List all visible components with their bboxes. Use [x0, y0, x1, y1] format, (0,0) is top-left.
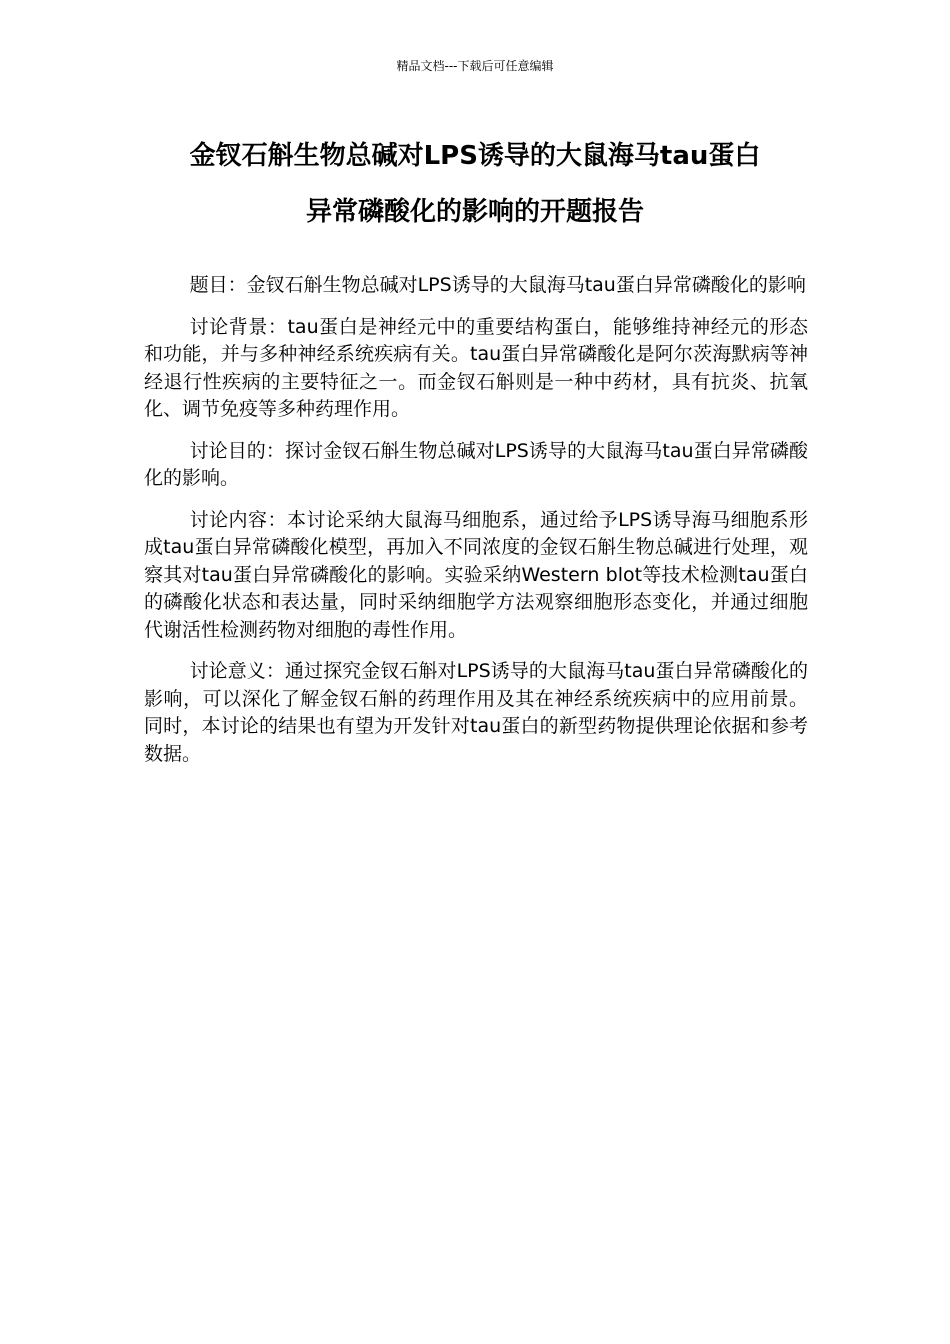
title-line-2: 异常磷酸化的影响的开题报告: [305, 197, 644, 227]
paragraph-topic: 题目：金钗石斛生物总碱对LPS诱导的大鼠海马tau蛋白异常磷酸化的影响: [189, 274, 806, 296]
paragraph-purpose: 讨论目的：探讨金钗石斛生物总碱对LPS诱导的大鼠海马tau蛋白异常磷酸化的影响。: [144, 439, 808, 489]
header-note: 精品文档---下载后可任意编辑: [396, 59, 554, 73]
document-body: [144, 272, 808, 782]
title-line-1: 金钗石斛生物总碱对LPS诱导的大鼠海马tau蛋白: [189, 141, 761, 171]
paragraph-content: 讨论内容：本讨论采纳大鼠海马细胞系，通过给予LPS诱导海马细胞系形成tau蛋白异常磷酸化模型，再加入不同浓度的金钗石斛生物总碱进行处理，观察其对tau蛋白异常磷酸化的影响。实验采纳Western blot等技术检测tau蛋白的磷酸化状态和表达量，同时采纳细胞学方法观察细胞形态变化，并通过细胞代谢活性检测药物对细胞的毒性作用。: [144, 508, 808, 641]
paragraph-background: 讨论背景：tau蛋白是神经元中的重要结构蛋白，能够维持神经元的形态和功能，并与多种神经系统疾病有关。tau蛋白异常磷酸化是阿尔茨海默病等神经退行性疾病的主要特征之一。而金钗石斛则是一种中药材，具有抗炎、抗氧化、调节免疫等多种药理作用。: [144, 315, 808, 420]
document-title: [130, 128, 820, 240]
paragraph-significance: 讨论意义：通过探究金钗石斛对LPS诱导的大鼠海马tau蛋白异常磷酸化的影响，可以深化了解金钗石斛的药理作用及其在神经系统疾病中的应用前景。同时，本讨论的结果也有望为开发针对tau蛋白的新型药物提供理论依据和参考数据。: [144, 660, 808, 765]
